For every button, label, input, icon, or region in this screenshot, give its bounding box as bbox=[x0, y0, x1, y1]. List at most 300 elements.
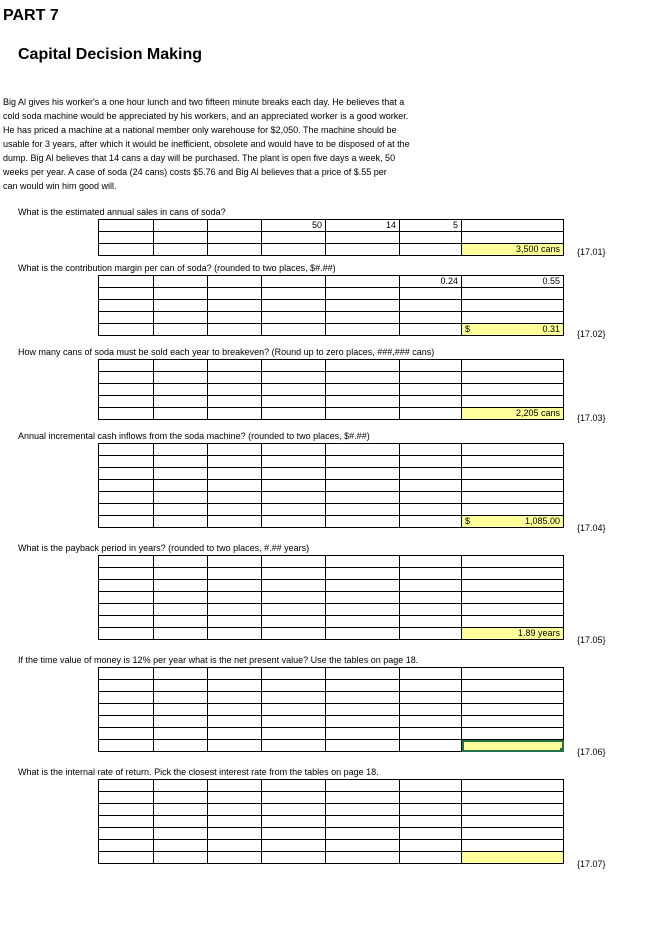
grid-cell[interactable] bbox=[462, 288, 564, 300]
grid-cell[interactable] bbox=[400, 680, 462, 692]
grid-cell[interactable] bbox=[99, 628, 154, 640]
fill-handle[interactable] bbox=[560, 748, 564, 752]
grid-cell[interactable] bbox=[262, 396, 326, 408]
grid-cell[interactable] bbox=[262, 372, 326, 384]
grid-cell[interactable] bbox=[154, 728, 208, 740]
grid-cell[interactable] bbox=[99, 828, 154, 840]
grid-cell[interactable] bbox=[208, 780, 262, 792]
grid-cell[interactable] bbox=[208, 580, 262, 592]
grid-cell[interactable] bbox=[400, 592, 462, 604]
grid-cell[interactable] bbox=[462, 396, 564, 408]
grid-cell[interactable] bbox=[326, 740, 400, 752]
grid-cell[interactable] bbox=[99, 692, 154, 704]
question-text: If the time value of money is 12% per year what is the net present value? Use the tables on page 18. bbox=[18, 655, 419, 665]
grid-cell[interactable] bbox=[208, 372, 262, 384]
grid-cell[interactable] bbox=[154, 816, 208, 828]
grid-cell[interactable] bbox=[99, 480, 154, 492]
grid-cell[interactable] bbox=[400, 444, 462, 456]
intro-line: can would win him good will. bbox=[3, 181, 117, 191]
grid-cell[interactable] bbox=[326, 556, 400, 568]
grid-cell[interactable] bbox=[99, 300, 154, 312]
grid-cell[interactable] bbox=[262, 804, 326, 816]
grid-cell[interactable] bbox=[326, 792, 400, 804]
given-value-cell[interactable]: 14 bbox=[326, 220, 400, 232]
grid-cell[interactable] bbox=[208, 456, 262, 468]
grid-cell[interactable] bbox=[400, 716, 462, 728]
grid-cell[interactable] bbox=[262, 592, 326, 604]
grid-cell[interactable] bbox=[154, 232, 208, 244]
grid-cell[interactable] bbox=[462, 668, 564, 680]
grid-cell[interactable] bbox=[262, 324, 326, 336]
grid-cell[interactable] bbox=[99, 592, 154, 604]
grid-cell[interactable] bbox=[462, 444, 564, 456]
grid-cell[interactable] bbox=[154, 360, 208, 372]
grid-cell[interactable] bbox=[326, 300, 400, 312]
grid-cell[interactable] bbox=[400, 740, 462, 752]
grid-cell[interactable] bbox=[462, 480, 564, 492]
grid-cell[interactable] bbox=[154, 780, 208, 792]
grid-cell[interactable] bbox=[208, 728, 262, 740]
grid-cell[interactable] bbox=[154, 300, 208, 312]
grid-cell[interactable] bbox=[99, 312, 154, 324]
grid-cell[interactable] bbox=[400, 456, 462, 468]
grid-cell[interactable] bbox=[262, 728, 326, 740]
grid-cell[interactable] bbox=[326, 444, 400, 456]
grid-cell[interactable] bbox=[262, 716, 326, 728]
grid-cell[interactable] bbox=[208, 628, 262, 640]
answer-cell[interactable] bbox=[462, 628, 564, 640]
grid-cell[interactable] bbox=[462, 456, 564, 468]
grid-cell[interactable] bbox=[326, 492, 400, 504]
grid-cell[interactable] bbox=[326, 324, 400, 336]
grid-cell[interactable] bbox=[208, 408, 262, 420]
grid-cell[interactable] bbox=[208, 556, 262, 568]
grid-cell[interactable] bbox=[208, 324, 262, 336]
grid-cell[interactable] bbox=[400, 244, 462, 256]
grid-cell[interactable] bbox=[99, 804, 154, 816]
grid-cell[interactable] bbox=[154, 384, 208, 396]
grid-cell[interactable] bbox=[99, 220, 154, 232]
grid-cell[interactable] bbox=[326, 780, 400, 792]
given-value-cell[interactable]: 0.55 bbox=[462, 276, 564, 288]
grid-cell[interactable] bbox=[208, 804, 262, 816]
grid-cell[interactable] bbox=[208, 244, 262, 256]
grid-cell[interactable] bbox=[262, 480, 326, 492]
grid-cell[interactable] bbox=[326, 244, 400, 256]
grid-cell[interactable] bbox=[326, 692, 400, 704]
grid-cell[interactable] bbox=[99, 780, 154, 792]
grid-cell[interactable] bbox=[99, 568, 154, 580]
grid-cell[interactable] bbox=[208, 816, 262, 828]
grid-cell[interactable] bbox=[326, 276, 400, 288]
grid-cell[interactable] bbox=[154, 372, 208, 384]
grid-cell[interactable] bbox=[326, 840, 400, 852]
grid-cell[interactable] bbox=[262, 780, 326, 792]
grid-cell[interactable] bbox=[262, 384, 326, 396]
grid-cell[interactable] bbox=[99, 468, 154, 480]
grid-cell[interactable] bbox=[400, 324, 462, 336]
grid-cell[interactable] bbox=[462, 828, 564, 840]
grid-cell[interactable] bbox=[400, 616, 462, 628]
grid-cell[interactable] bbox=[154, 804, 208, 816]
grid-cell[interactable] bbox=[208, 840, 262, 852]
grid-cell[interactable] bbox=[262, 816, 326, 828]
grid-cell[interactable] bbox=[154, 704, 208, 716]
grid-cell[interactable] bbox=[208, 516, 262, 528]
grid-cell[interactable] bbox=[400, 704, 462, 716]
grid-cell[interactable] bbox=[99, 616, 154, 628]
grid-cell[interactable] bbox=[99, 680, 154, 692]
grid-cell[interactable] bbox=[462, 372, 564, 384]
grid-cell[interactable] bbox=[326, 232, 400, 244]
grid-cell[interactable] bbox=[326, 288, 400, 300]
grid-cell[interactable] bbox=[462, 840, 564, 852]
grid-cell[interactable] bbox=[208, 592, 262, 604]
grid-cell[interactable] bbox=[208, 828, 262, 840]
grid-cell[interactable] bbox=[99, 408, 154, 420]
grid-cell[interactable] bbox=[326, 384, 400, 396]
grid-cell[interactable] bbox=[262, 628, 326, 640]
grid-cell[interactable] bbox=[154, 592, 208, 604]
grid-cell[interactable] bbox=[400, 692, 462, 704]
grid-cell[interactable] bbox=[208, 276, 262, 288]
grid-cell[interactable] bbox=[462, 716, 564, 728]
grid-cell[interactable] bbox=[154, 396, 208, 408]
answer-cell[interactable] bbox=[462, 244, 564, 256]
grid-cell[interactable] bbox=[326, 372, 400, 384]
grid-cell[interactable] bbox=[400, 372, 462, 384]
grid-cell[interactable] bbox=[208, 360, 262, 372]
grid-cell[interactable] bbox=[462, 492, 564, 504]
grid-cell[interactable] bbox=[326, 828, 400, 840]
question-text: How many cans of soda must be sold each year to breakeven? (Round up to zero places, ###,### cans) bbox=[18, 347, 435, 357]
grid-cell[interactable] bbox=[208, 716, 262, 728]
grid-cell[interactable] bbox=[99, 580, 154, 592]
grid-cell[interactable] bbox=[262, 244, 326, 256]
grid-cell[interactable] bbox=[326, 628, 400, 640]
grid-cell[interactable] bbox=[208, 504, 262, 516]
grid-cell[interactable] bbox=[400, 628, 462, 640]
grid-cell[interactable] bbox=[262, 456, 326, 468]
grid-cell[interactable] bbox=[262, 852, 326, 864]
answer-cell[interactable] bbox=[462, 408, 564, 420]
grid-cell[interactable] bbox=[262, 740, 326, 752]
grid-cell[interactable] bbox=[262, 828, 326, 840]
grid-cell[interactable] bbox=[99, 396, 154, 408]
grid-cell[interactable] bbox=[99, 492, 154, 504]
grid-cell[interactable] bbox=[154, 840, 208, 852]
grid-cell[interactable] bbox=[326, 568, 400, 580]
grid-cell[interactable] bbox=[99, 372, 154, 384]
intro-line: dump. Big Al believes that 14 cans a day will be purchased. The plant is open five days a week, 50 bbox=[3, 153, 396, 163]
grid-cell[interactable] bbox=[462, 616, 564, 628]
grid-cell[interactable] bbox=[99, 852, 154, 864]
answer-grid bbox=[98, 219, 564, 256]
grid-cell[interactable] bbox=[400, 492, 462, 504]
grid-cell[interactable] bbox=[462, 604, 564, 616]
answer-cell[interactable] bbox=[462, 324, 564, 336]
grid-cell[interactable] bbox=[154, 556, 208, 568]
grid-cell[interactable] bbox=[262, 468, 326, 480]
grid-cell[interactable] bbox=[154, 604, 208, 616]
grid-cell[interactable] bbox=[99, 728, 154, 740]
grid-cell[interactable] bbox=[262, 556, 326, 568]
grid-cell[interactable] bbox=[326, 360, 400, 372]
grid-cell[interactable] bbox=[154, 740, 208, 752]
answer-cell[interactable] bbox=[462, 740, 564, 752]
grid-cell[interactable] bbox=[462, 792, 564, 804]
grid-cell[interactable] bbox=[462, 384, 564, 396]
grid-cell[interactable] bbox=[208, 704, 262, 716]
grid-cell[interactable] bbox=[326, 852, 400, 864]
grid-cell[interactable] bbox=[462, 504, 564, 516]
grid-cell[interactable] bbox=[208, 616, 262, 628]
grid-cell[interactable] bbox=[208, 444, 262, 456]
grid-cell[interactable] bbox=[462, 468, 564, 480]
grid-cell[interactable] bbox=[99, 504, 154, 516]
grid-cell[interactable] bbox=[154, 580, 208, 592]
grid-cell[interactable] bbox=[262, 408, 326, 420]
grid-cell[interactable] bbox=[262, 232, 326, 244]
answer-cell[interactable] bbox=[462, 852, 564, 864]
grid-cell[interactable] bbox=[99, 716, 154, 728]
grid-cell[interactable] bbox=[462, 568, 564, 580]
grid-cell[interactable] bbox=[208, 396, 262, 408]
grid-cell[interactable] bbox=[262, 568, 326, 580]
grid-cell[interactable] bbox=[99, 276, 154, 288]
grid-cell[interactable] bbox=[400, 604, 462, 616]
grid-cell[interactable] bbox=[462, 780, 564, 792]
grid-cell[interactable] bbox=[154, 568, 208, 580]
grid-cell[interactable] bbox=[326, 396, 400, 408]
grid-cell[interactable] bbox=[208, 692, 262, 704]
grid-cell[interactable] bbox=[400, 516, 462, 528]
grid-cell[interactable] bbox=[462, 680, 564, 692]
grid-cell[interactable] bbox=[462, 804, 564, 816]
grid-cell[interactable] bbox=[400, 804, 462, 816]
grid-cell[interactable] bbox=[400, 728, 462, 740]
grid-cell[interactable] bbox=[208, 312, 262, 324]
grid-cell[interactable] bbox=[154, 852, 208, 864]
grid-cell[interactable] bbox=[462, 728, 564, 740]
grid-cell[interactable] bbox=[208, 480, 262, 492]
grid-cell[interactable] bbox=[326, 704, 400, 716]
grid-cell[interactable] bbox=[154, 492, 208, 504]
grid-cell[interactable] bbox=[400, 852, 462, 864]
grid-cell[interactable] bbox=[208, 492, 262, 504]
grid-cell[interactable] bbox=[262, 840, 326, 852]
grid-cell[interactable] bbox=[262, 492, 326, 504]
grid-cell[interactable] bbox=[154, 616, 208, 628]
grid-cell[interactable] bbox=[208, 468, 262, 480]
answer-cell[interactable] bbox=[462, 516, 564, 528]
grid-cell[interactable] bbox=[99, 516, 154, 528]
given-value-cell[interactable]: 0.24 bbox=[400, 276, 462, 288]
grid-cell[interactable] bbox=[154, 220, 208, 232]
grid-cell[interactable] bbox=[326, 312, 400, 324]
grid-cell[interactable] bbox=[326, 604, 400, 616]
grid-cell[interactable] bbox=[400, 480, 462, 492]
question-text: What is the internal rate of return. Pick the closest interest rate from the tables on page 18. bbox=[18, 767, 379, 777]
grid-cell[interactable] bbox=[262, 668, 326, 680]
grid-cell[interactable] bbox=[99, 324, 154, 336]
grid-cell[interactable] bbox=[99, 384, 154, 396]
grid-cell[interactable] bbox=[400, 828, 462, 840]
grid-cell[interactable] bbox=[154, 828, 208, 840]
grid-cell[interactable] bbox=[326, 616, 400, 628]
grid-cell[interactable] bbox=[208, 384, 262, 396]
grid-cell[interactable] bbox=[99, 840, 154, 852]
grid-cell[interactable] bbox=[154, 716, 208, 728]
grid-cell[interactable] bbox=[400, 840, 462, 852]
grid-cell[interactable] bbox=[462, 580, 564, 592]
grid-cell[interactable] bbox=[400, 360, 462, 372]
grid-cell[interactable] bbox=[99, 704, 154, 716]
grid-cell[interactable] bbox=[326, 580, 400, 592]
grid-cell[interactable] bbox=[99, 456, 154, 468]
grid-cell[interactable] bbox=[99, 604, 154, 616]
grid-cell[interactable] bbox=[400, 568, 462, 580]
grid-cell[interactable] bbox=[99, 792, 154, 804]
currency-symbol: $ bbox=[465, 324, 471, 334]
grid-cell[interactable] bbox=[154, 444, 208, 456]
grid-cell[interactable] bbox=[154, 456, 208, 468]
grid-cell[interactable] bbox=[154, 680, 208, 692]
grid-cell[interactable] bbox=[99, 816, 154, 828]
grid-cell[interactable] bbox=[208, 288, 262, 300]
grid-cell[interactable] bbox=[326, 480, 400, 492]
grid-cell[interactable] bbox=[154, 408, 208, 420]
grid-cell[interactable] bbox=[208, 232, 262, 244]
answer-value: 2,205 cans bbox=[515, 408, 560, 418]
grid-cell[interactable] bbox=[462, 592, 564, 604]
grid-cell[interactable] bbox=[400, 408, 462, 420]
intro-line: weeks per year. A case of soda (24 cans) costs $5.76 and Big Al believes that a price of $.55 per bbox=[3, 167, 387, 177]
grid-cell[interactable] bbox=[462, 704, 564, 716]
grid-cell[interactable] bbox=[462, 312, 564, 324]
grid-cell[interactable] bbox=[462, 360, 564, 372]
grid-cell[interactable] bbox=[462, 232, 564, 244]
grid-cell[interactable] bbox=[208, 740, 262, 752]
grid-cell[interactable] bbox=[462, 816, 564, 828]
grid-cell[interactable] bbox=[326, 592, 400, 604]
grid-cell[interactable] bbox=[99, 360, 154, 372]
grid-cell[interactable] bbox=[154, 668, 208, 680]
grid-cell[interactable] bbox=[400, 580, 462, 592]
grid-cell[interactable] bbox=[326, 728, 400, 740]
grid-cell[interactable] bbox=[154, 468, 208, 480]
grid-cell[interactable] bbox=[326, 468, 400, 480]
grid-cell[interactable] bbox=[400, 816, 462, 828]
grid-cell[interactable] bbox=[262, 288, 326, 300]
grid-cell[interactable] bbox=[154, 244, 208, 256]
grid-cell[interactable] bbox=[208, 300, 262, 312]
grid-cell[interactable] bbox=[400, 384, 462, 396]
grid-cell[interactable] bbox=[262, 692, 326, 704]
grid-cell[interactable] bbox=[154, 504, 208, 516]
grid-cell[interactable] bbox=[99, 444, 154, 456]
grid-cell[interactable] bbox=[154, 288, 208, 300]
given-value-cell[interactable]: 50 bbox=[262, 220, 326, 232]
grid-cell[interactable] bbox=[326, 816, 400, 828]
grid-cell[interactable] bbox=[154, 628, 208, 640]
grid-cell[interactable] bbox=[326, 516, 400, 528]
grid-cell[interactable] bbox=[326, 504, 400, 516]
grid-cell[interactable] bbox=[208, 668, 262, 680]
grid-cell[interactable] bbox=[400, 668, 462, 680]
grid-cell[interactable] bbox=[262, 616, 326, 628]
answer-code: {17.02} bbox=[577, 329, 606, 339]
grid-cell[interactable] bbox=[400, 312, 462, 324]
grid-cell[interactable] bbox=[326, 456, 400, 468]
grid-cell[interactable] bbox=[462, 692, 564, 704]
grid-cell[interactable] bbox=[262, 300, 326, 312]
grid-cell[interactable] bbox=[154, 324, 208, 336]
grid-cell[interactable] bbox=[154, 792, 208, 804]
grid-cell[interactable] bbox=[154, 276, 208, 288]
grid-cell[interactable] bbox=[326, 680, 400, 692]
grid-cell[interactable] bbox=[326, 668, 400, 680]
grid-cell[interactable] bbox=[400, 780, 462, 792]
grid-cell[interactable] bbox=[99, 556, 154, 568]
grid-cell[interactable] bbox=[99, 244, 154, 256]
grid-cell[interactable] bbox=[400, 288, 462, 300]
grid-cell[interactable] bbox=[208, 680, 262, 692]
grid-cell[interactable] bbox=[208, 568, 262, 580]
grid-cell[interactable] bbox=[326, 716, 400, 728]
grid-cell[interactable] bbox=[154, 516, 208, 528]
grid-cell[interactable] bbox=[262, 680, 326, 692]
grid-cell[interactable] bbox=[400, 232, 462, 244]
grid-cell[interactable] bbox=[262, 792, 326, 804]
grid-cell[interactable] bbox=[154, 312, 208, 324]
grid-cell[interactable] bbox=[400, 792, 462, 804]
grid-cell[interactable] bbox=[262, 516, 326, 528]
grid-cell[interactable] bbox=[326, 804, 400, 816]
grid-cell[interactable] bbox=[400, 300, 462, 312]
grid-cell[interactable] bbox=[262, 580, 326, 592]
grid-cell[interactable] bbox=[99, 668, 154, 680]
grid-cell[interactable] bbox=[208, 220, 262, 232]
grid-cell[interactable] bbox=[262, 360, 326, 372]
grid-cell[interactable] bbox=[154, 480, 208, 492]
given-value-cell[interactable]: 5 bbox=[400, 220, 462, 232]
grid-cell[interactable] bbox=[154, 692, 208, 704]
grid-cell[interactable] bbox=[208, 852, 262, 864]
currency-symbol: $ bbox=[465, 516, 471, 526]
grid-cell[interactable] bbox=[326, 408, 400, 420]
grid-cell[interactable] bbox=[99, 740, 154, 752]
intro-line: He has priced a machine at a national member only warehouse for $2,050. The machine should be bbox=[3, 125, 397, 135]
grid-cell[interactable] bbox=[99, 288, 154, 300]
grid-cell[interactable] bbox=[400, 556, 462, 568]
grid-cell[interactable] bbox=[462, 556, 564, 568]
grid-cell[interactable] bbox=[462, 220, 564, 232]
grid-cell[interactable] bbox=[262, 444, 326, 456]
grid-cell[interactable] bbox=[262, 704, 326, 716]
grid-cell[interactable] bbox=[262, 604, 326, 616]
grid-cell[interactable] bbox=[99, 232, 154, 244]
grid-cell[interactable] bbox=[262, 312, 326, 324]
grid-cell[interactable] bbox=[208, 604, 262, 616]
grid-cell[interactable] bbox=[400, 504, 462, 516]
grid-cell[interactable] bbox=[208, 792, 262, 804]
grid-cell[interactable] bbox=[400, 468, 462, 480]
grid-cell[interactable] bbox=[262, 276, 326, 288]
grid-cell[interactable] bbox=[462, 300, 564, 312]
grid-cell[interactable] bbox=[400, 396, 462, 408]
grid-cell[interactable] bbox=[262, 504, 326, 516]
